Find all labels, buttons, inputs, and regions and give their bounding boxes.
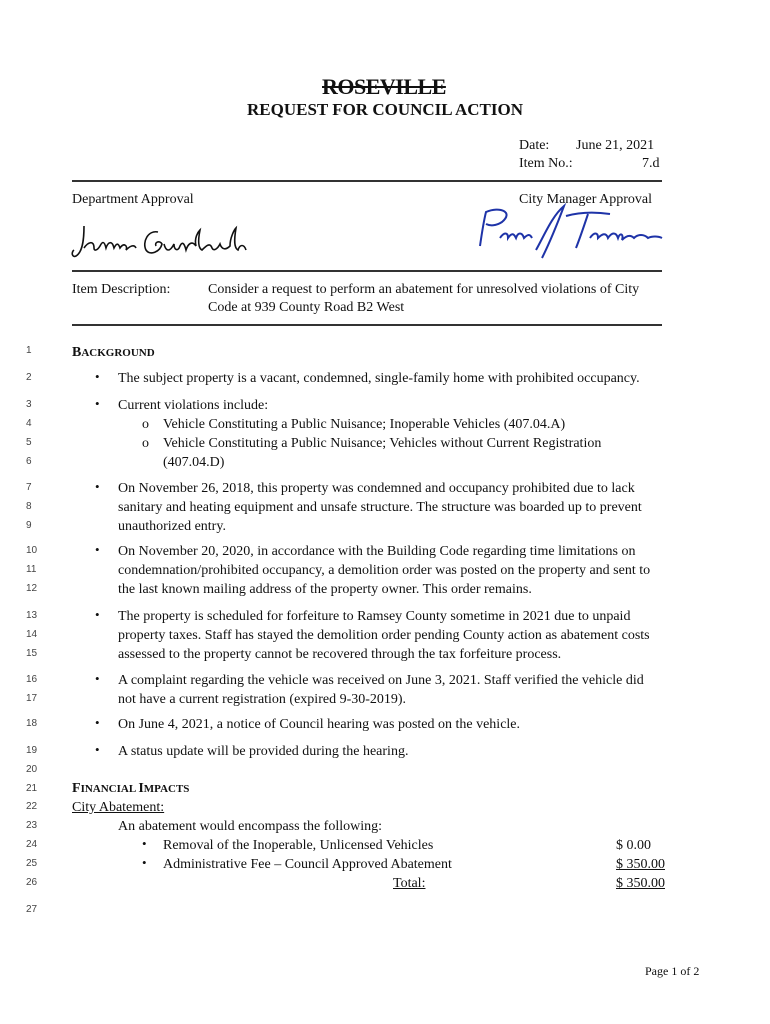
roseville-logo: ROSEVILLE [322,74,446,99]
sub-bullet-text: Vehicle Constituting a Public Nuisance; Vehicles without Current Registration [163,436,602,451]
city-manager-signature [470,202,666,262]
line-number: 14 [26,629,38,640]
bullet: • [95,715,100,730]
line-number: 3 [26,399,32,410]
bullet: • [95,396,100,411]
line-number: 23 [26,820,38,831]
abatement-item: Administrative Fee – Council Approved Abatement [163,857,452,872]
bullet: • [142,836,147,851]
heading-rest: INANCIAL [80,783,139,795]
line-number: 13 [26,610,38,621]
line-number: 27 [26,904,38,915]
heading-initial: I [138,781,144,796]
line-number: 20 [26,764,38,775]
background-bullet-text: not have a current registration (expired 9-30-2019). [118,692,407,707]
total-label: Total: [393,876,426,891]
line-number: 6 [26,456,32,467]
bullet: • [95,369,100,384]
bullet: • [95,671,100,686]
sub-bullet-text: (407.04.D) [163,455,225,470]
background-bullet-text: Current violations include: [118,398,269,413]
background-bullet-text: The subject property is a vacant, condemned, single-family home with prohibited occupancy. [118,371,640,386]
line-number: 10 [26,545,38,556]
line-number: 1 [26,345,32,356]
line-number: 19 [26,745,38,756]
abatement-item-amount: $ 350.00 [616,857,665,872]
background-bullet-text: sanitary and heating equipment and unsafe structure. The structure was boarded up to prevent [118,500,642,515]
page-title: REQUEST FOR COUNCIL ACTION [247,100,523,119]
description-divider [72,324,662,326]
approval-divider [72,270,662,272]
line-number: 9 [26,520,32,531]
background-bullet-text: A status update will be provided during the hearing. [118,744,409,759]
line-number: 5 [26,437,32,448]
line-number: 24 [26,839,38,850]
city-manager-approval-label: City Manager Approval [519,192,652,207]
background-bullet-text: On June 4, 2021, a notice of Council hearing was posted on the vehicle. [118,717,521,732]
header-divider [72,180,662,182]
item-description-line: Consider a request to perform an abatement for unresolved violations of City [208,282,640,297]
background-bullet-text: On November 20, 2020, in accordance with the Building Code regarding time limitations on [118,544,636,559]
background-bullet-text: property taxes. Staff has stayed the demolition order pending County action as abatement costs [118,628,650,643]
abatement-item-amount: $ 0.00 [616,838,651,853]
background-bullet-text: unauthorized entry. [118,519,226,534]
sub-bullet: o [142,417,149,432]
line-number: 12 [26,583,38,594]
heading-initial: B [72,345,82,360]
background-bullet-text: the last known mailing address of the property owner. This order remains. [118,582,532,597]
bullet: • [142,855,147,870]
sub-bullet: o [142,436,149,451]
abatement-intro: An abatement would encompass the following: [118,819,382,834]
background-heading [72,343,155,361]
department-signature [70,218,250,264]
financial-impacts-heading [72,779,189,797]
date-value: June 21, 2021 [576,138,655,153]
line-number: 8 [26,501,32,512]
bullet: • [95,607,100,622]
item-no-label: Item No.: [519,156,573,171]
line-number: 16 [26,674,38,685]
department-approval-label: Department Approval [72,192,194,207]
bullet: • [95,479,100,494]
line-number: 11 [26,564,37,575]
total-amount: $ 350.00 [616,876,665,891]
line-number: 7 [26,482,32,493]
background-bullet-text: The property is scheduled for forfeiture to Ramsey County sometime in 2021 due to unpaid [118,609,631,624]
item-no-value: 7.d [642,156,660,171]
sub-bullet-text: Vehicle Constituting a Public Nuisance; Inoperable Vehicles (407.04.A) [163,417,566,432]
bullet: • [95,742,100,757]
date-label: Date: [519,138,550,153]
item-description-line: Code at 939 County Road B2 West [208,300,405,315]
bullet: • [95,542,100,557]
heading-rest: MPACTS [143,783,190,795]
page-number: Page 1 of 2 [645,964,700,978]
line-number: 15 [26,648,38,659]
background-bullet-text: On November 26, 2018, this property was condemned and occupancy prohibited due to lack [118,481,635,496]
line-number: 4 [26,418,32,429]
city-abatement-subheading: City Abatement: [72,800,165,815]
line-number: 25 [26,858,38,869]
background-bullet-text: condemnation/prohibited occupancy, a demolition order was posted on the property and sent to [118,563,651,578]
heading-initial: F [72,781,81,796]
background-bullet-text: A complaint regarding the vehicle was received on June 3, 2021. Staff verified the vehicle did [118,673,644,688]
item-description-label: Item Description: [72,282,171,297]
line-number: 26 [26,877,38,888]
line-number: 22 [26,801,38,812]
line-number: 2 [26,372,32,383]
heading-rest: ACKGROUND [81,347,155,359]
background-bullet-text: assessed to the property cannot be recovered through the tax forfeiture process. [118,647,562,662]
abatement-item: Removal of the Inoperable, Unlicensed Vehicles [163,838,434,853]
line-number: 18 [26,718,38,729]
line-number: 21 [26,783,38,794]
line-number: 17 [26,693,38,704]
